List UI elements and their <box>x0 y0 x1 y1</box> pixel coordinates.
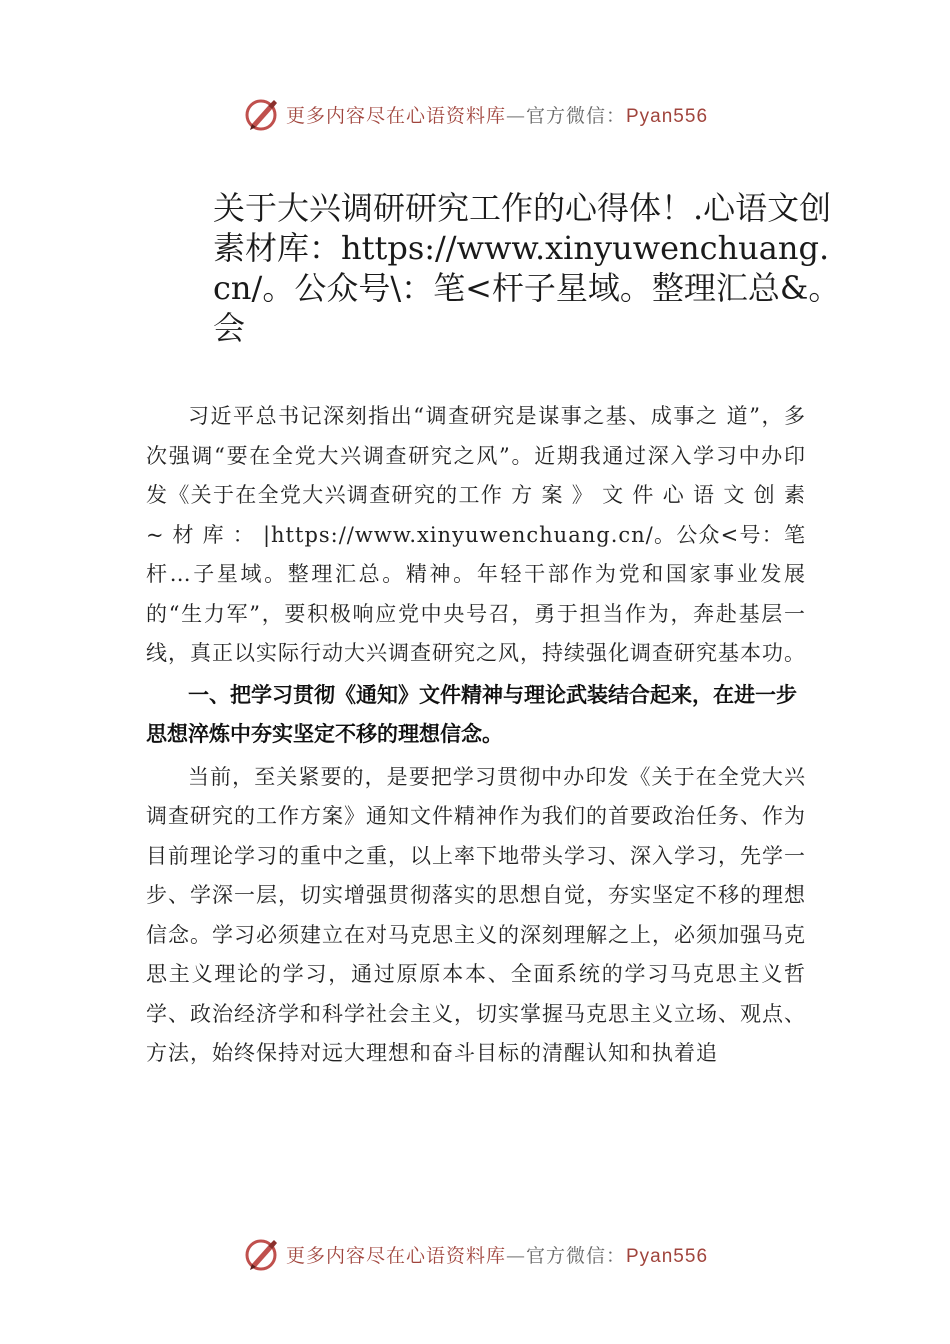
banner-text <box>286 101 708 128</box>
paragraph-section-1: 当前，至关紧要的，是要把学习贯彻中办印发《关于在全党大兴调查研究的工作方案》通知文件精神作为我们的首要政治任务、作为目前理论学习的重中之重，以上率下地带头学习、深入学习，先学一步、学深一层，切实增强贯彻落实的思想自觉，夯实坚定不移的理想信念。学习必须建立在对马克思主义的深刻理解之上，必须加强马克思主义理论的学习，通过原原本本、全面系统的学习马克思主义哲学、政治经济学和科学社会主义，切实掌握马克思主义立场、观点、方法，始终保持对远大理想和奋斗目标的清醒认知和执着追 <box>146 764 806 1065</box>
section-heading-1: 一、把学习贯彻《通知》文件精神与理论武装结合起来，在进一步思想淬炼中夯实坚定不移的理想信念。 <box>146 682 797 746</box>
footer-wechat-label: 官方微信： <box>525 1244 626 1267</box>
footer-wechat-id: Pyan556 <box>626 1245 709 1267</box>
document-body <box>146 397 806 1074</box>
footer-banner-text <box>286 1241 708 1268</box>
banner-separator: — <box>505 104 526 127</box>
pen-logo-icon <box>242 94 282 134</box>
pen-logo-icon-footer <box>242 1234 282 1274</box>
document-title: 关于大兴调研研究工作的心得体！.心语文创素材库：https://www.xinyuwenchuang.cn/。公众号\：笔<杆子星域。整理汇总&。会 <box>213 189 841 347</box>
footer-banner <box>0 1232 950 1276</box>
header-banner <box>0 92 950 136</box>
footer-library-text: 更多内容尽在心语资料库 <box>285 1244 506 1267</box>
banner-library-text: 更多内容尽在心语资料库 <box>285 104 506 127</box>
banner-wechat-label: 官方微信： <box>525 104 626 127</box>
paragraph-intro: 习近平总书记深刻指出“调查研究是谋事之基、成事之 道”，多次强调“要在全党大兴调查研究之风”。近期我通过深入学习中办印发《关于在全党大兴调查研究的工作 方 案 》 文 件 心 语 文 创 素 ~ 材 库 ： |https://www.xinyuwenchuang.cn/。公众<号：笔杆…子星域。整理汇总。精神。年轻干部作为党和国家事业发展的“生力军”，要积极响应党中央号召，勇于担当作为，奔赴基层一线，真正以实际行动大兴调查研究之风，持续强化调查研究基本功。 <box>146 404 806 665</box>
banner-wechat-id: Pyan556 <box>626 105 709 127</box>
footer-separator: — <box>505 1244 526 1267</box>
